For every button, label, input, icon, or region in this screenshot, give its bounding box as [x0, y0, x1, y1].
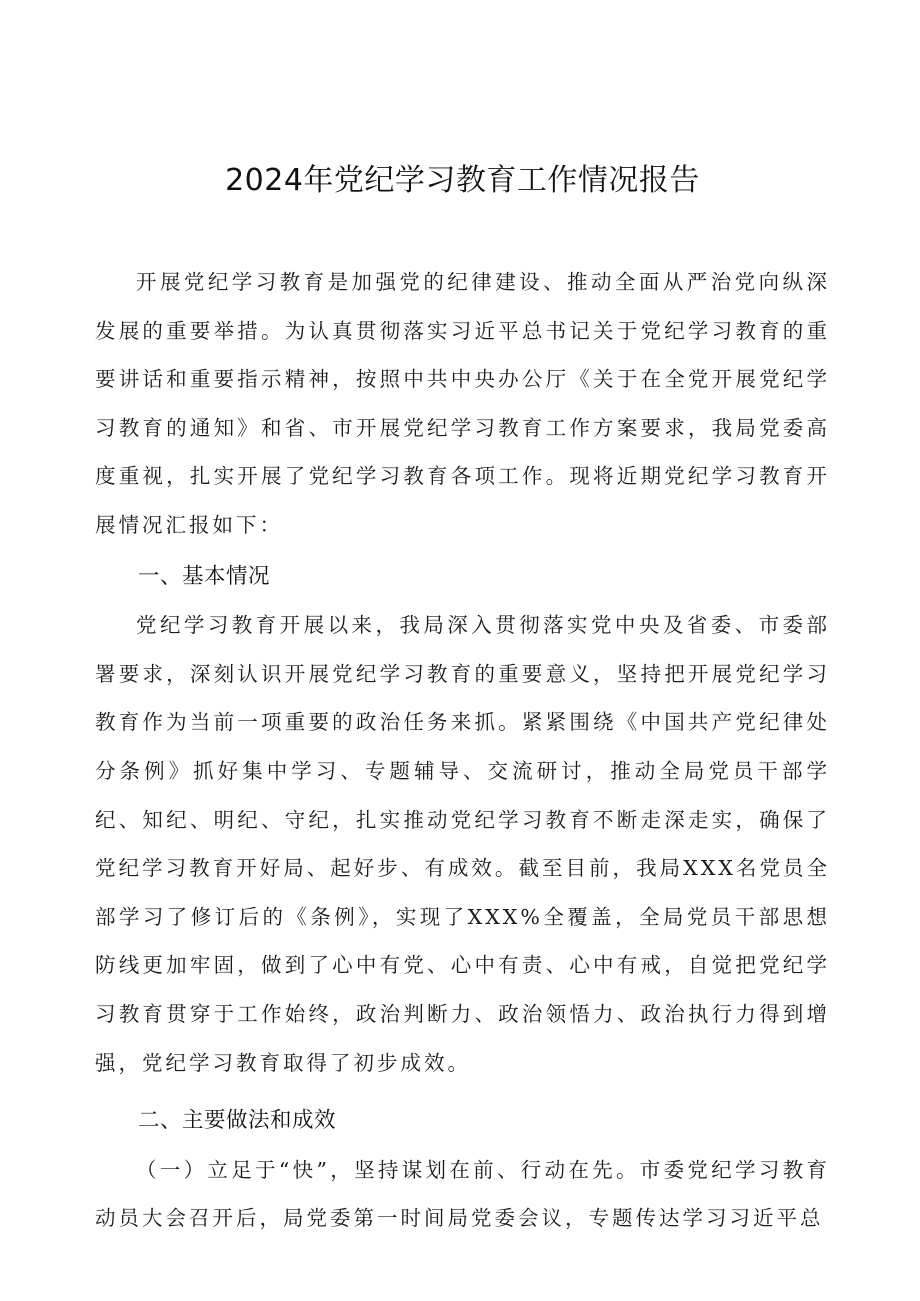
document-body	[95, 258, 830, 1243]
section-heading-main-practices: 二、主要做法和成效	[138, 1108, 337, 1134]
section-heading-basic-situation: 一、基本情况	[138, 563, 271, 589]
section-paragraph-basic-situation: 党纪学习教育开展以来，我局深入贯彻落实党中央及省委、市委部署要求，深刻认识开展党纪学习教育的重要意义，坚持把开展党纪学习教育作为当前一项重要的政治任务来抓。紧紧围绕《中国共产党纪律处分条例》抓好集中学习、专题辅导、交流研讨，推动全局党员干部学纪、知纪、明纪、守纪，扎实推动党纪学习教育不断走深走实，确保了党纪学习教育开好局、起好步、有成效。截至目前，我局XXX名党员全部学习了修订后的《条例》，实现了XXX%全覆盖，全局党员干部思想防线更加牢固，做到了心中有党、心中有责、心中有戒，自觉把党纪学习教育贯穿于工作始终，政治判断力、政治领悟力、政治执行力得到增强，党纪学习教育取得了初步成效。	[95, 613, 830, 1075]
intro-paragraph: 开展党纪学习教育是加强党的纪律建设、推动全面从严治党向纵深发展的重要举措。为认真贯彻落实习近平总书记关于党纪学习教育的重要讲话和重要指示精神，按照中共中央办公厅《关于在全党开展党纪学习教育的通知》和省、市开展党纪学习教育工作方案要求，我局党委高度重视，扎实开展了党纪学习教育各项工作。现将近期党纪学习教育开展情况汇报如下：	[95, 270, 830, 537]
document-title: 2024年党纪学习教育工作情况报告	[225, 163, 700, 198]
section-paragraph-main-practices: （一）立足于“快”，坚持谋划在前、行动在先。市委党纪学习教育动员大会召开后，局党委第一时间局党委会议，专题传达学习习近平总	[95, 1157, 830, 1231]
